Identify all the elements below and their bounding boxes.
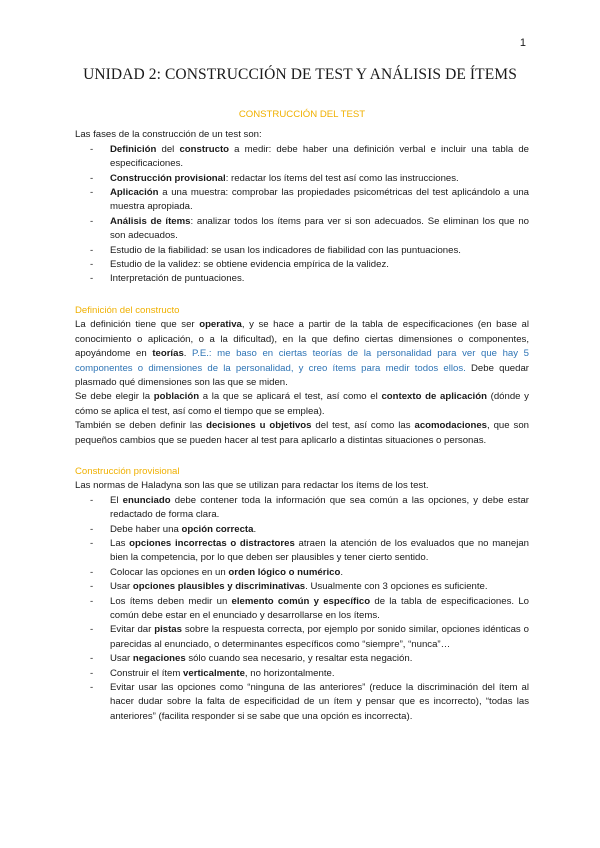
dash-bullet: - [90, 682, 94, 694]
phases-intro: Las fases de la construcción de un test son: [75, 129, 262, 141]
dash-bullet: - [90, 172, 94, 184]
dash-bullet: - [90, 494, 94, 506]
dash-bullet: - [90, 244, 94, 256]
heading-construccion-provisional: Construcción provisional [75, 465, 180, 477]
list-item: - Usar opciones plausibles y discriminativas. Usualmente con 3 opciones es suficiente. [75, 580, 529, 594]
list-item: - Definición del constructo a medir: debe haber una definición verbal e incluir una tabla de especificaciones. [90, 143, 529, 170]
paragraph-definicion-3: También se deben definir las decisiones u objetivos del test, así como las acomodaciones, que son pequeños cambios que se pueden hacer al test para aplicarlo a distintas situaciones o personas. [75, 420, 529, 446]
list-item: - Construcción provisional: redactar los ítems del test así como las instrucciones. [75, 172, 529, 186]
haladyna-intro: Las normas de Haladyna son las que se utilizan para redactar los ítems de los test. [75, 480, 429, 492]
list-item: - El enunciado debe contener toda la información que sea común a las opciones, y debe estar redactado de forma clara. [90, 494, 529, 521]
dash-bullet: - [90, 581, 94, 593]
haladyna-rules-list [75, 494, 529, 725]
dash-bullet: - [90, 259, 94, 271]
list-item: - Usar negaciones sólo cuando sea necesario, y resaltar esta negación. [75, 652, 529, 666]
dash-bullet: - [90, 187, 94, 199]
dash-bullet: - [90, 566, 94, 578]
heading-definicion: Definición del constructo [75, 304, 180, 316]
list-item: - Estudio de la fiabilidad: se usan los indicadores de fiabilidad con las puntuaciones. [75, 244, 529, 258]
paragraph-definicion-2: Se debe elegir la población a la que se aplicará el test, así como el contexto de aplicación (dónde y cómo se aplica el test, así como el tiempo que se emplea). [75, 391, 529, 417]
list-item: - Evitar usar las opciones como “ninguna de las anteriores” (reduce la discriminación del ítem al hacer dudar sobre la falta de especificidad de un ítem y pensar que es incorrecto), “todas las anteriores” (facilita responder si se sabe que una opción es incorrecta). [90, 682, 529, 722]
dash-bullet: - [90, 624, 94, 636]
list-item: - Construir el ítem verticalmente, no horizontalmente. [75, 667, 529, 681]
paragraph-definicion-1: La definición tiene que ser operativa, y se hace a partir de la tabla de especificaciones (en base al conocimiento o aplicación, o a la dificultad), en la que defino ciertas dimensiones o componentes, apoyándome en teorías. P.E.: me baso en ciertas teorías de la personalidad para ver que hay 5 componentes o dimensiones de la personalidad, y creo ítems para medir todos ellos. Debe quedar plasmado qué dimensiones son las que se miden. [75, 319, 530, 388]
document-title: UNIDAD 2: CONSTRUCCIÓN DE TEST Y ANÁLISIS DE ÍTEMS [83, 66, 517, 83]
dash-bullet: - [90, 523, 94, 535]
list-item: - Colocar las opciones en un orden lógico o numérico. [75, 566, 529, 580]
section-title: CONSTRUCCIÓN DEL TEST [238, 109, 366, 120]
list-item: - Los ítems deben medir un elemento común y específico de la tabla de especificaciones. Lo común debe estar en el enunciado y desarrollarse en los ítems. [90, 595, 529, 621]
list-item: - Interpretación de puntuaciones. [75, 272, 529, 286]
list-item: - Las opciones incorrectas o distractores atraen la atención de los evaluados que no manejan bien la competencia, por lo que deben ser plausibles y tener cierto sentido. [90, 537, 529, 564]
dash-bullet: - [90, 215, 94, 227]
list-item: - Análisis de ítems: analizar todos los ítems para ver si son adecuados. Se eliminan los que no son adecuados. [90, 215, 529, 242]
dash-bullet: - [90, 667, 94, 679]
phases-list [75, 143, 529, 287]
list-item: - Estudio de la validez: se obtiene evidencia empírica de la validez. [75, 258, 529, 272]
document-body [75, 108, 529, 724]
dash-bullet: - [90, 595, 94, 607]
page-number: 1 [519, 37, 526, 49]
dash-bullet: - [90, 143, 94, 155]
list-item: - Aplicación a una muestra: comprobar las propiedades psicométricas del test aplicándolo a una muestra apropiada. [90, 187, 529, 213]
dash-bullet: - [90, 537, 94, 549]
example-note: P.E.: me baso en ciertas teorías de la personalidad para ver que hay 5 componentes o dimensiones de la personalidad, y creo ítems para medir todos ellos. [75, 348, 529, 374]
dash-bullet: - [90, 653, 94, 665]
list-item: - Evitar dar pistas sobre la respuesta correcta, por ejemplo por sonido similar, opciones idénticas o parecidas al enunciado, o determinantes específicos como “siempre”, “nunca”… [90, 624, 529, 650]
dash-bullet: - [90, 273, 94, 285]
list-item: - Debe haber una opción correcta. [75, 523, 529, 537]
